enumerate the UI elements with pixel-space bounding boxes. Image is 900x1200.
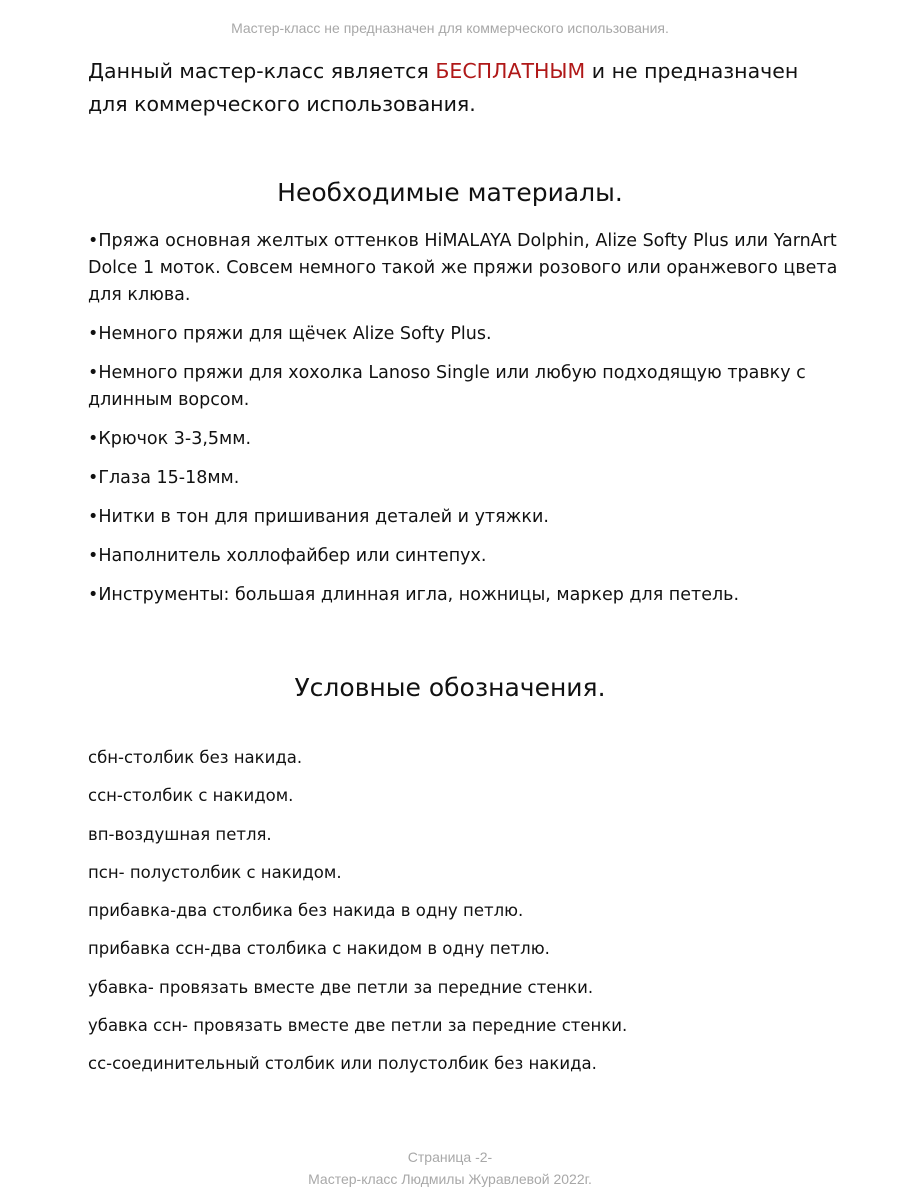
legend-item: вп-воздушная петля.: [88, 824, 272, 844]
intro-paragraph: [88, 55, 828, 121]
legend-list: [88, 746, 848, 1091]
material-item: •Наполнитель холлофайбер или синтепух.: [88, 546, 487, 566]
free-highlight: БЕСПЛАТНЫМ: [435, 59, 586, 83]
intro-text-start: Данный мастер-класс является: [88, 59, 436, 83]
page-footer: [0, 1146, 900, 1190]
legend-item: убавка- провязать вместе две петли за передние стенки.: [88, 977, 594, 997]
legend-heading: Условные обозначения.: [294, 673, 606, 702]
material-item: •Глаза 15-18мм.: [88, 468, 240, 488]
material-item: •Немного пряжи для щёчек Alize Softy Plus.: [88, 324, 492, 344]
author-credit: Мастер-класс Людмилы Журавлевой 2022г.: [308, 1171, 592, 1187]
material-item: •Нитки в тон для пришивания деталей и утяжки.: [88, 507, 549, 527]
legend-item: псн- полустолбик с накидом.: [88, 862, 342, 882]
material-item: •Пряжа основная желтых оттенков HiMALAYA Dolphin, Alize Softy Plus или YarnArt Dolce 1 моток. Совсем немного такой же пряжи розового или оранжевого цвета для клюва.: [88, 231, 838, 305]
materials-heading: Необходимые материалы.: [277, 178, 623, 207]
header-disclaimer: Мастер-класс не предназначен для коммерческого использования.: [231, 20, 669, 36]
legend-item: сбн-столбик без накида.: [88, 748, 303, 767]
materials-list: [88, 228, 848, 621]
material-item: •Немного пряжи для хохолка Lanoso Single или любую подходящую травку с длинным ворсом.: [88, 363, 806, 410]
legend-item: ссн-столбик с накидом.: [88, 786, 294, 806]
intro-text-end: и не предназначен для коммерческого использования.: [88, 59, 799, 116]
material-item: •Инструменты: большая длинная игла, ножницы, маркер для петель.: [88, 585, 740, 605]
legend-item: сс-соединительный столбик или полустолбик без накида.: [88, 1054, 597, 1074]
legend-item: убавка ссн- провязать вместе две петли за передние стенки.: [88, 1016, 628, 1036]
material-item: •Крючок 3-3,5мм.: [88, 429, 252, 449]
legend-item: прибавка-два столбика без накида в одну петлю.: [88, 901, 524, 921]
legend-item: прибавка ссн-два столбика с накидом в одну петлю.: [88, 939, 550, 959]
page-number: Страница -2-: [407, 1149, 493, 1165]
